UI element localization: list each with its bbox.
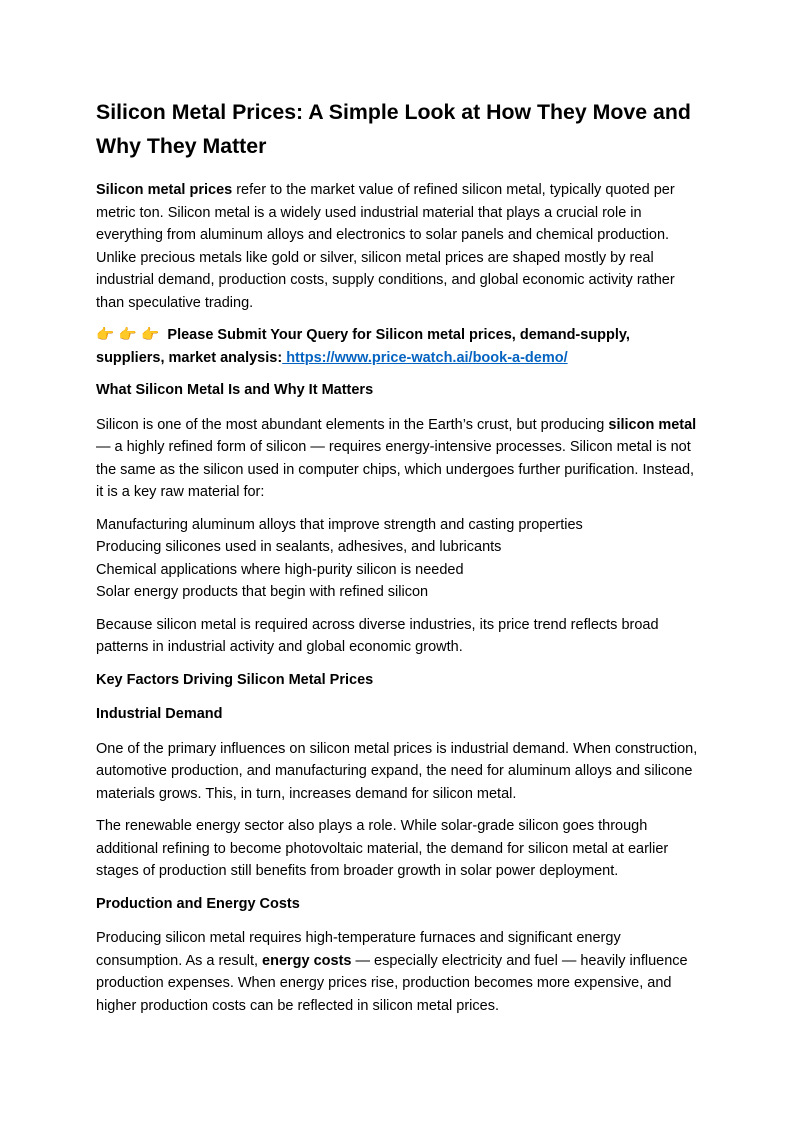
uses-list [96,514,702,604]
production-text-b: — especially electricity and fuel — heavily influence production expenses. When energy prices rise, production becomes more expensive, and higher production costs can be reflected in silicon metal prices. [96,952,688,1014]
section1-closing: Because silicon metal is required across diverse industries, its price trend reflects broad patterns in industrial activity and global economic growth. [96,616,659,655]
cta-text: Please Submit Your Query for Silicon metal prices, demand-supply, suppliers, market analysis: [96,327,630,366]
book-demo-link[interactable]: https://www.price-watch.ai/book-a-demo/ [282,349,568,366]
intro-lead-bold: Silicon metal prices [96,182,233,198]
list-item: Chemical applications where high-purity silicon is needed [96,561,464,578]
section-heading-what-silicon-metal: What Silicon Metal Is and Why It Matters [96,382,374,398]
production-bold: energy costs [262,952,352,969]
subheading-industrial-demand: Industrial Demand [96,706,223,722]
section1-text-b: — a highly refined form of silicon — requires energy-intensive processes. Silicon metal is not the same as the silicon used in computer chips, which undergoes further purification. Instead, it is a key raw material for: [96,439,695,500]
subheading-production-energy-costs: Production and Energy Costs [96,895,300,912]
list-item: Producing silicones used in sealants, adhesives, and lubricants [96,539,502,555]
intro-paragraph [96,179,702,314]
pointing-hand-icon: 👉 👉 👉 [96,327,160,343]
production-costs-paragraph [96,927,702,1017]
section1-text-a: Silicon is one of the most abundant elements in the Earth’s crust, but producing [96,416,609,433]
industrial-demand-paragraph-2: The renewable energy sector also plays a role. While solar-grade silicon goes through additional refining to become photovoltaic material, the demand for silicon metal at earlier stages of production still benefits from broader growth in solar power deployment. [96,818,669,879]
section1-bold: silicon metal [608,416,697,433]
production-text-a: Producing silicon metal requires high-temperature furnaces and significant energy consumption. As a result, [96,930,621,969]
intro-text: refer to the market value of refined silicon metal, typically quoted per metric ton. Silicon metal is a widely used industrial material that plays a crucial role in everything from aluminum alloys and electronics to solar panels and chemical production. Unlike precious metals like gold or silver, silicon metal prices are shaped mostly by real industrial demand, production costs, supply conditions, and global economic activity rather than speculative trading. [96,182,675,311]
page-title: Silicon Metal Prices: A Simple Look at How They Move and Why They Matter [96,100,691,158]
list-item: Manufacturing aluminum alloys that improve strength and casting properties [96,516,583,533]
list-item: Solar energy products that begin with refined silicon [96,584,429,600]
industrial-demand-paragraph-1: One of the primary influences on silicon metal prices is industrial demand. When construction, automotive production, and manufacturing expand, the need for aluminum alloys and silicone materials grows. This, in turn, increases demand for silicon metal. [96,740,698,802]
section1-paragraph [96,414,702,504]
document-page [96,95,702,1027]
cta-paragraph [96,324,702,369]
section-heading-key-factors: Key Factors Driving Silicon Metal Prices [96,671,374,688]
